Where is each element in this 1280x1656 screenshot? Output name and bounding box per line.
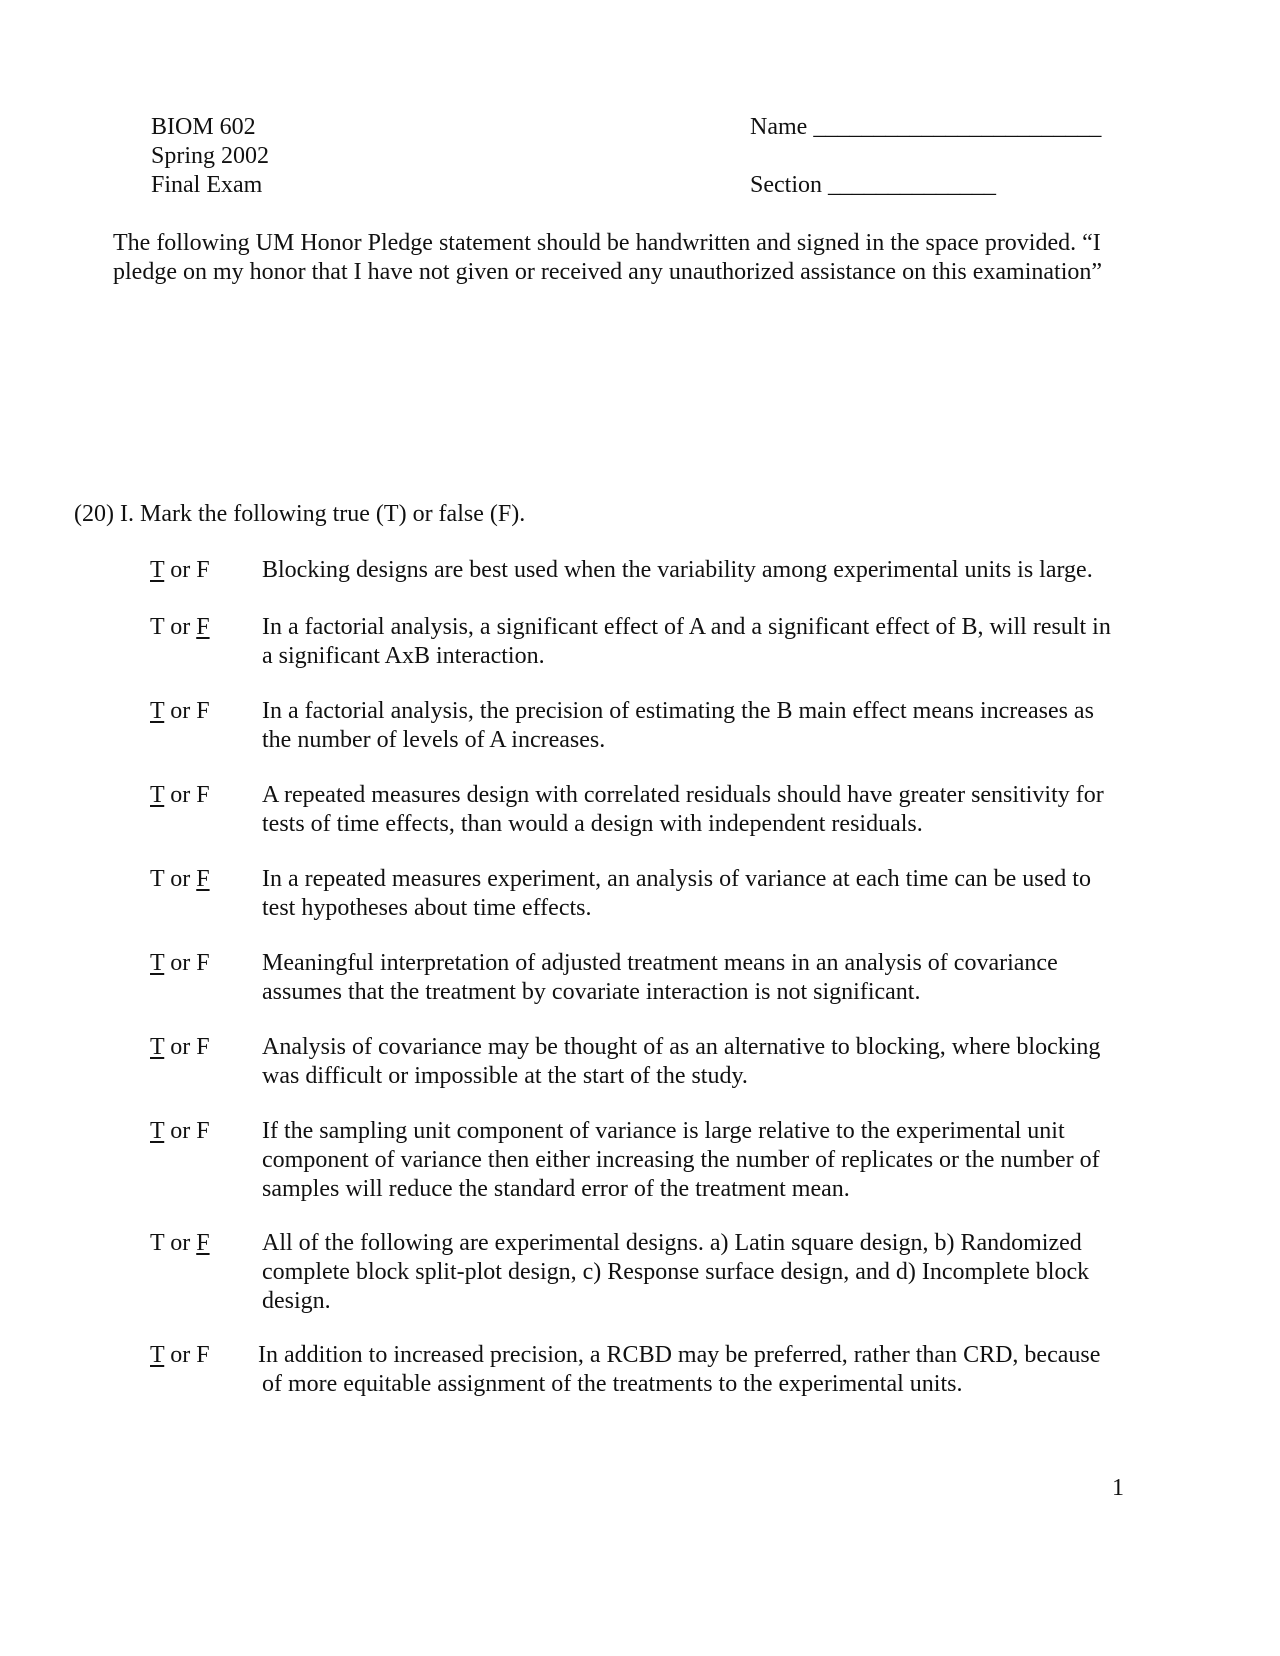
tf-choice [150, 1033, 210, 1062]
tf-choice [150, 1117, 210, 1146]
statement-line: All of the following are experimental designs. a) Latin square design, b) Randomized [262, 1230, 1082, 1256]
false-option[interactable]: F [196, 614, 210, 640]
tf-statement [262, 1033, 1162, 1091]
section-blank[interactable]: ______________ [828, 172, 996, 198]
or-word: or [164, 698, 197, 724]
true-option[interactable]: T [150, 1342, 165, 1368]
name-label: Name [750, 114, 808, 140]
statement-line: samples will reduce the standard error of the treatment mean. [262, 1176, 850, 1202]
tf-statement [262, 1117, 1162, 1204]
tf-statement [258, 1341, 1158, 1399]
false-option[interactable]: F [196, 782, 210, 808]
statement-line: component of variance then either increasing the number of replicates or the number of [262, 1147, 1100, 1173]
statement-line: assumes that the treatment by covariate interaction is not significant. [262, 979, 921, 1005]
or-word: or [164, 782, 197, 808]
course-header [151, 113, 269, 200]
statement-line: complete block split-plot design, c) Response surface design, and d) Incomplete block [262, 1259, 1090, 1285]
false-option[interactable]: F [196, 1230, 210, 1256]
statement-line: test hypotheses about time effects. [262, 895, 592, 921]
false-option[interactable]: F [196, 557, 210, 583]
false-option[interactable]: F [196, 1034, 210, 1060]
false-option[interactable]: F [196, 866, 210, 892]
statement-line: a significant AxB interaction. [262, 643, 545, 669]
tf-choice [150, 556, 210, 585]
tf-choice [150, 1341, 210, 1370]
statement-line: In addition to increased precision, a RCBD may be preferred, rather than CRD, because [258, 1342, 1101, 1368]
true-option[interactable]: T [150, 614, 165, 640]
false-option[interactable]: F [196, 1118, 210, 1144]
course-code: BIOM 602 [151, 114, 256, 140]
or-word: or [164, 1118, 197, 1144]
true-option[interactable]: T [150, 557, 165, 583]
true-option[interactable]: T [150, 1034, 165, 1060]
page-number: 1 [1112, 1475, 1124, 1501]
or-word: or [164, 866, 197, 892]
true-option[interactable]: T [150, 782, 165, 808]
exam-title: Final Exam [151, 172, 263, 198]
section-heading: (20) I. Mark the following true (T) or false (F). [74, 501, 526, 527]
false-option[interactable]: F [196, 950, 210, 976]
statement-line: Analysis of covariance may be thought of as an alternative to blocking, where blocking [262, 1034, 1101, 1060]
pledge-line: pledge on my honor that I have not given or received any unauthorized assistance on this examination” [113, 259, 1103, 285]
honor-pledge [113, 229, 1163, 287]
section-field[interactable] [750, 171, 996, 200]
statement-line: Blocking designs are best used when the variability among experimental units is large. [262, 557, 1093, 583]
true-option[interactable]: T [150, 866, 165, 892]
statement-line: was difficult or impossible at the start of the study. [262, 1063, 748, 1089]
statement-line: In a repeated measures experiment, an analysis of variance at each time can be used to [262, 866, 1091, 892]
section-label: Section [750, 172, 822, 198]
tf-choice [150, 865, 210, 894]
statement-line: design. [262, 1288, 331, 1314]
true-option[interactable]: T [150, 1118, 165, 1144]
tf-choice [150, 1229, 210, 1258]
name-blank[interactable]: ________________________ [813, 114, 1102, 140]
tf-choice [150, 697, 210, 726]
tf-statement [262, 781, 1162, 839]
true-option[interactable]: T [150, 1230, 165, 1256]
or-word: or [164, 614, 197, 640]
or-word: or [164, 1034, 197, 1060]
statement-line: tests of time effects, than would a design with independent residuals. [262, 811, 923, 837]
tf-choice [150, 613, 210, 642]
tf-statement [262, 865, 1162, 923]
statement-line: A repeated measures design with correlated residuals should have greater sensitivity for [262, 782, 1104, 808]
or-word: or [164, 1342, 197, 1368]
tf-statement [262, 613, 1162, 671]
statement-line: In a factorial analysis, a significant effect of A and a significant effect of B, will result in [262, 614, 1111, 640]
tf-statement [262, 697, 1162, 755]
or-word: or [164, 1230, 197, 1256]
tf-statement [262, 949, 1162, 1007]
or-word: or [164, 950, 197, 976]
statement-line: If the sampling unit component of variance is large relative to the experimental unit [262, 1118, 1065, 1144]
statement-line: In a factorial analysis, the precision of estimating the B main effect means increases as [262, 698, 1094, 724]
statement-line: the number of levels of A increases. [262, 727, 606, 753]
pledge-line: The following UM Honor Pledge statement should be handwritten and signed in the space provided. “I [113, 230, 1101, 256]
statement-line: Meaningful interpretation of adjusted treatment means in an analysis of covariance [262, 950, 1058, 976]
tf-choice [150, 949, 210, 978]
or-word: or [164, 557, 197, 583]
true-option[interactable]: T [150, 698, 165, 724]
true-option[interactable]: T [150, 950, 165, 976]
name-field[interactable] [750, 113, 1101, 142]
statement-line: of more equitable assignment of the treatments to the experimental units. [262, 1371, 963, 1397]
false-option[interactable]: F [196, 1342, 210, 1368]
tf-statement [262, 1229, 1162, 1316]
tf-statement [262, 556, 1162, 585]
false-option[interactable]: F [196, 698, 210, 724]
course-term: Spring 2002 [151, 143, 270, 169]
tf-choice [150, 781, 210, 810]
